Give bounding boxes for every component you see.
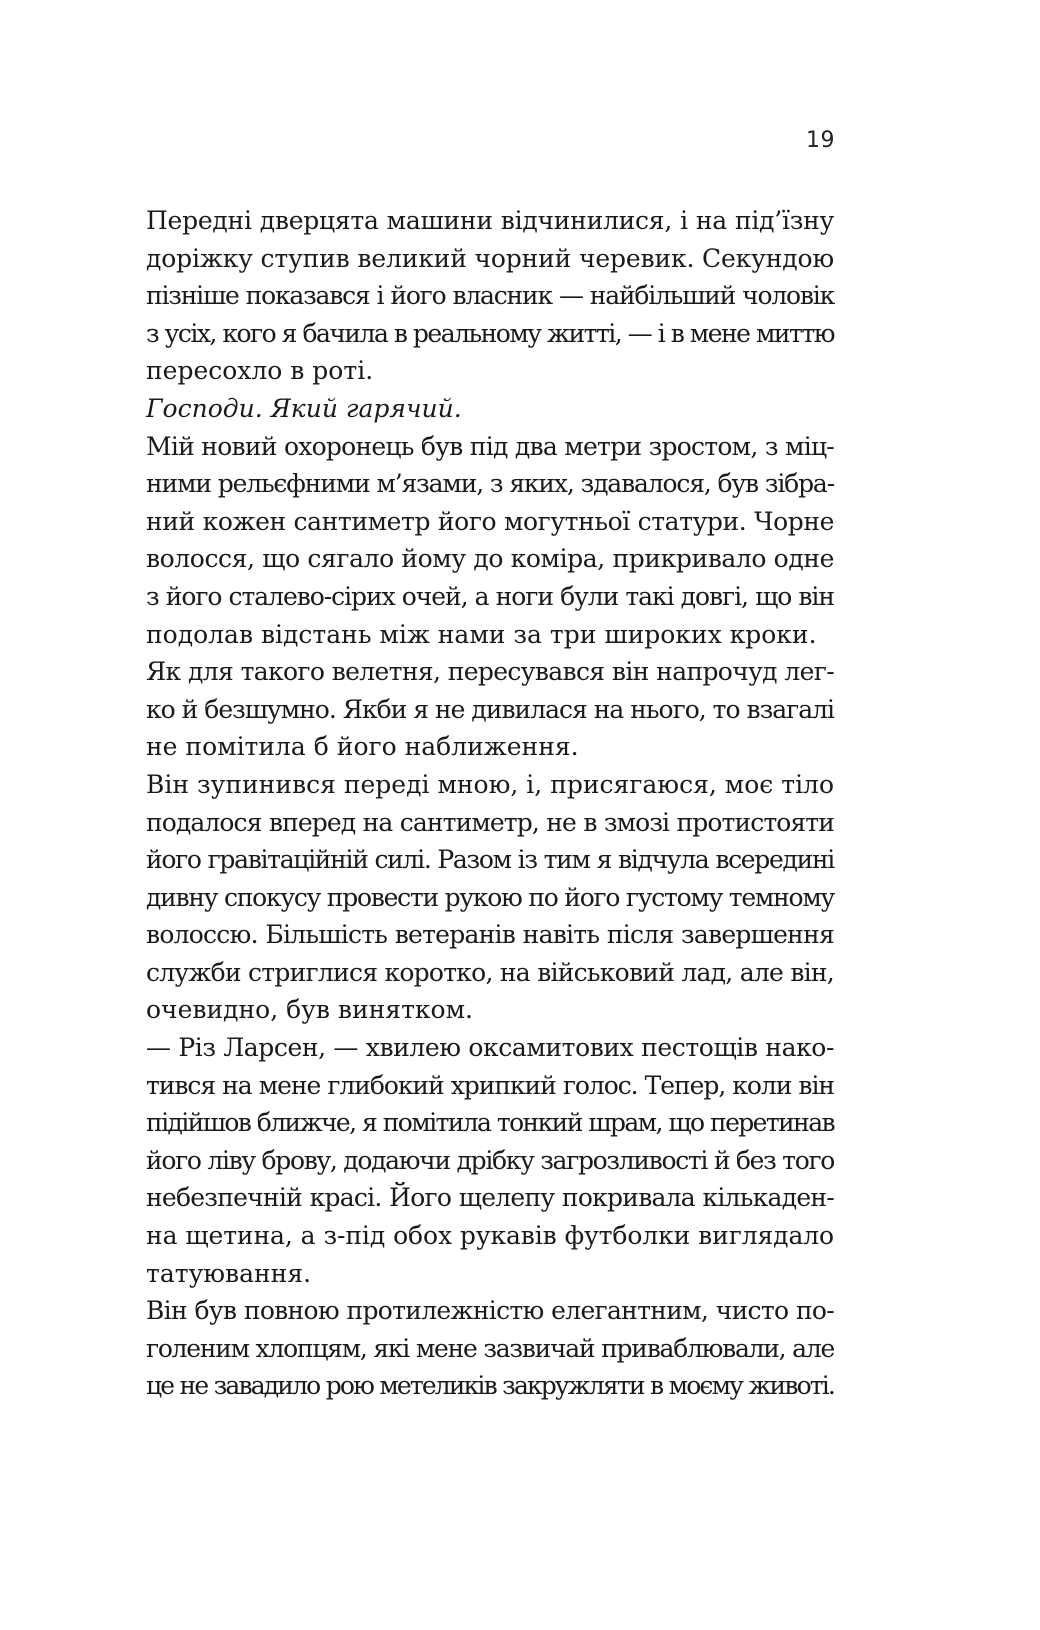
paragraph-6 [146, 1029, 834, 1292]
text-line: Мій новий охоронець був під два метри зростом, з міц- [146, 431, 834, 461]
text-line: це не завадило рою метеликів закружляти в моєму животі. [146, 1371, 834, 1401]
text-line: служби стриглися коротко, на військовий лад, але він, [146, 957, 834, 987]
text-line: — Різ Ларсен, — хвилею оксамитових пестощів нако- [146, 1033, 834, 1063]
text-line: доріжку ступив великий чорний черевик. Секундою [146, 243, 834, 273]
body-text [146, 202, 834, 1405]
text-line: ко й безшумно. Якби я не дивилася на нього, то взагалі [146, 694, 834, 724]
text-line: подалося вперед на сантиметр, не в змозі протистояти [146, 807, 834, 837]
text-line: підійшов ближче, я помітила тонкий шрам, що перетинав [146, 1108, 834, 1138]
text-line: волоссю. Більшість ветеранів навіть після завершення [146, 920, 834, 950]
text-line: пересохло в роті. [146, 356, 374, 386]
text-line: Як для такого велетня, пересувався він напрочуд лег- [146, 657, 834, 687]
paragraph-7 [146, 1292, 834, 1405]
text-line: з усіх, кого я бачила в реальному житті, — і в мене миттю [146, 318, 834, 348]
text-line: ними рельєфними м’язами, з яких, здавалося, був зібра- [146, 469, 834, 499]
paragraph-2-italic [146, 390, 834, 428]
paragraph-3 [146, 428, 834, 654]
paragraph-5 [146, 766, 834, 1029]
text-line: дивну спокусу провести рукою по його густому темному [146, 882, 834, 912]
text-line: на щетина, а з-під обох рукавів футболки виглядало [146, 1221, 834, 1251]
paragraph-1 [146, 202, 834, 390]
text-line: очевидно, був винятком. [146, 995, 473, 1025]
text-line: не помітила б його наближення. [146, 732, 579, 762]
text-line: з його сталево-сірих очей, а ноги були такі довгі, що він [146, 581, 834, 611]
text-line: ний кожен сантиметр його могутньої статури. Чорне [146, 506, 834, 536]
text-line: його ліву брову, додаючи дрібку загрозливості й без того [146, 1145, 834, 1175]
text-line: пізніше показався і його власник — найбільший чоловік [146, 281, 834, 311]
text-line: тився на мене глибокий хрипкий голос. Тепер, коли він [146, 1070, 834, 1100]
text-line: Господи. Який гарячий. [146, 393, 462, 423]
text-line: Передні дверцята машини відчинилися, і на під’їзну [146, 206, 834, 235]
text-line: подолав відстань між нами за три широких кроки. [146, 619, 817, 649]
text-line: волосся, що сягало йому до коміра, прикривало одне [146, 544, 834, 574]
text-line: небезпечній красі. Його щелепу покривала кількаден- [146, 1183, 834, 1213]
text-line: Він був повною протилежністю елегантним, чисто по- [146, 1296, 834, 1326]
text-line: Він зупинився переді мною, і, присягаюся, моє тіло [146, 769, 834, 799]
paragraph-4 [146, 653, 834, 766]
text-line: татуювання. [146, 1258, 312, 1288]
text-line: голеним хлопцям, які мене зазвичай приваблювали, але [146, 1333, 834, 1363]
text-line: його гравітаційній силі. Разом із тим я відчула всередині [146, 845, 834, 875]
page-number: 19 [806, 128, 835, 153]
